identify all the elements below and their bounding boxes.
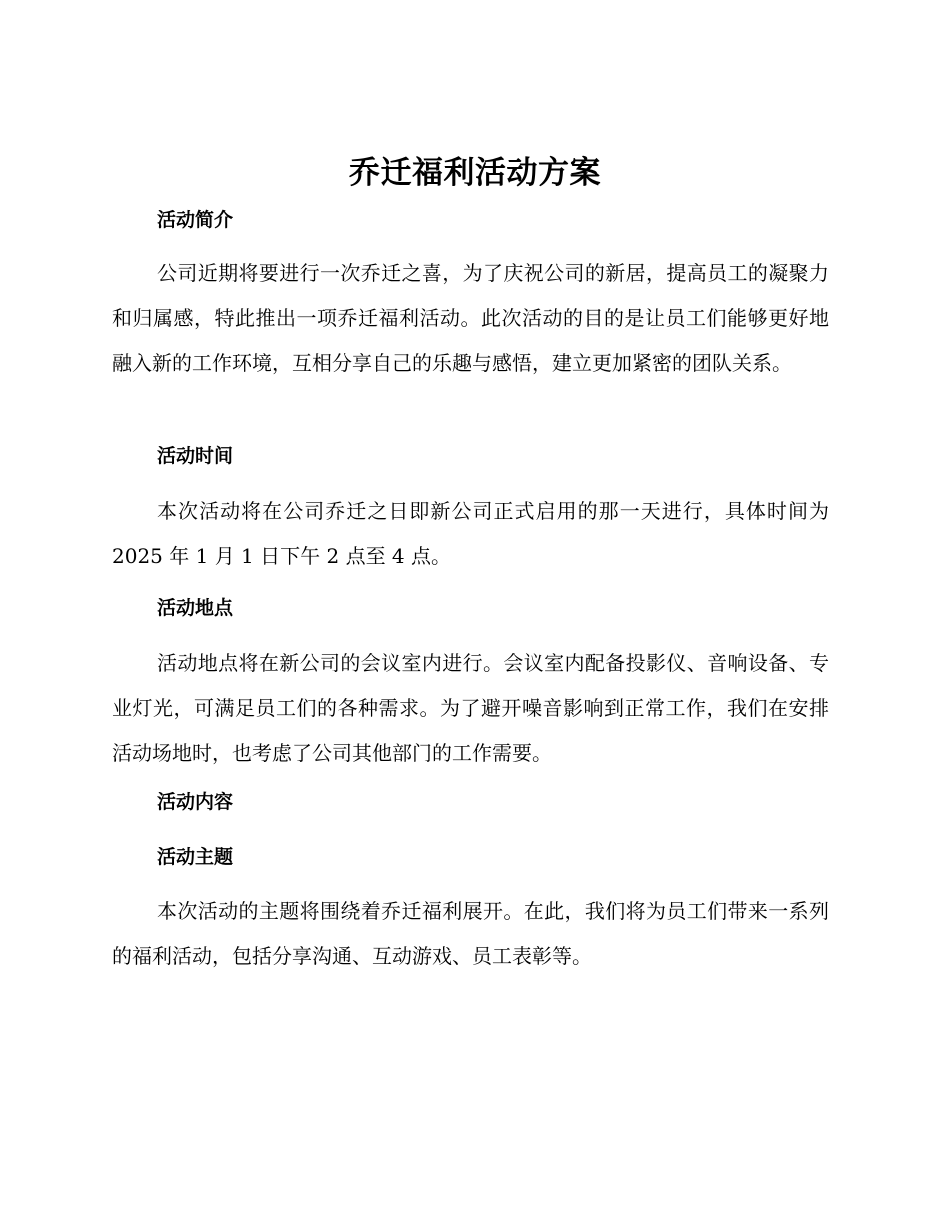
section-heading-intro: 活动简介: [157, 209, 234, 231]
section-heading-theme: 活动主题: [157, 846, 234, 868]
section-paragraph-intro: 公司近期将要进行一次乔迁之喜，为了庆祝公司的新居，提高员工的凝聚力和归属感，特此推出一项乔迁福利活动。此次活动的目的是让员工们能够更好地融入新的工作环境，互相分享自己的乐趣与感悟，建立更加紧密的团队关系。: [112, 261, 829, 375]
section-heading-location: 活动地点: [157, 597, 234, 619]
section-heading-content: 活动内容: [157, 791, 234, 813]
document-title: 乔迁福利活动方案: [349, 155, 601, 191]
section-paragraph-theme: 本次活动的主题将围绕着乔迁福利展开。在此，我们将为员工们带来一系列的福利活动，包括分享沟通、互动游戏、员工表彰等。: [112, 899, 829, 968]
section-paragraph-time: 本次活动将在公司乔迁之日即新公司正式启用的那一天进行，具体时间为 2025 年 1 月 1 日下午 2 点至 4 点。: [112, 499, 829, 568]
section-paragraph-location: 活动地点将在新公司的会议室内进行。会议室内配备投影仪、音响设备、专业灯光，可满足员工们的各种需求。为了避开噪音影响到正常工作，我们在安排活动场地时，也考虑了公司其他部门的工作需要。: [112, 651, 829, 765]
section-heading-time: 活动时间: [157, 445, 234, 467]
